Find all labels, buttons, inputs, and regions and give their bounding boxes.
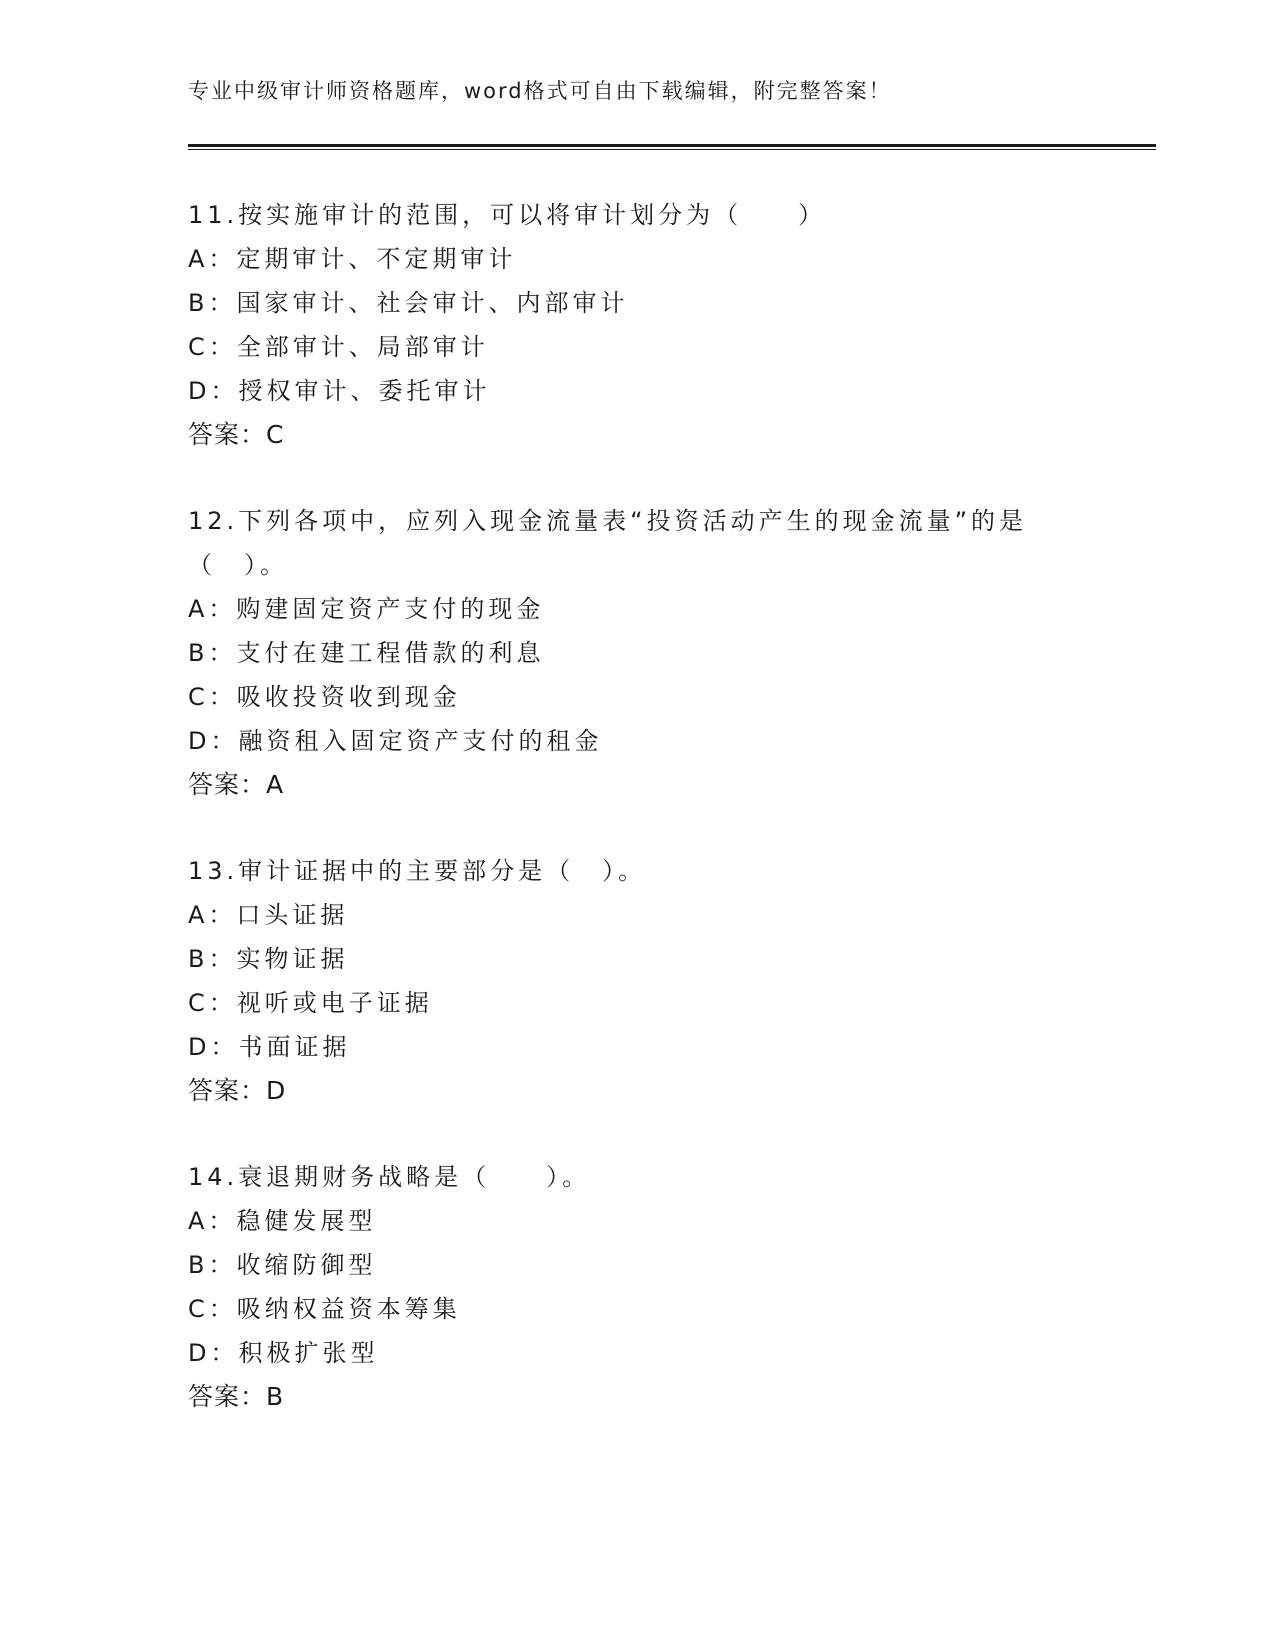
option-c: C：视听或电子证据 <box>188 989 433 1017</box>
option-d: D：授权审计、委托审计 <box>188 377 491 405</box>
option-a: A：定期审计、不定期审计 <box>188 245 517 273</box>
answer-line: 答案：A <box>188 770 285 799</box>
answer-line: 答案：B <box>188 1382 285 1411</box>
header-text: 专业中级审计师资格题库，word格式可自由下载编辑，附完整答案！ <box>188 79 892 103</box>
option-a: A：稳健发展型 <box>188 1207 377 1235</box>
option-c: C：吸纳权益资本筹集 <box>188 1295 461 1323</box>
option-a: A：口头证据 <box>188 901 349 929</box>
question-stem: 11.按实施审计的范围，可以将审计划分为（ ） <box>188 201 827 229</box>
option-a: A：购建固定资产支付的现金 <box>188 595 545 623</box>
option-c: C：全部审计、局部审计 <box>188 333 489 361</box>
option-d: D：书面证据 <box>188 1033 351 1061</box>
header-divider <box>188 144 1156 150</box>
option-b: B：实物证据 <box>188 945 349 973</box>
question-stem: 12.下列各项中，应列入现金流量表“投资活动产生的现金流量”的是 <box>188 507 1028 535</box>
answer-line: 答案：C <box>188 420 285 449</box>
answer-line: 答案：D <box>188 1076 287 1105</box>
question-stem-continued: （ ）。 <box>188 551 288 579</box>
option-b: B：支付在建工程借款的利息 <box>188 639 545 667</box>
question-stem: 13.审计证据中的主要部分是（ ）。 <box>188 857 647 885</box>
option-b: B：国家审计、社会审计、内部审计 <box>188 289 629 317</box>
option-d: D：积极扩张型 <box>188 1339 379 1367</box>
option-d: D：融资租入固定资产支付的租金 <box>188 727 603 755</box>
question-stem: 14.衰退期财务战略是（ ）。 <box>188 1163 591 1191</box>
option-c: C：吸收投资收到现金 <box>188 683 461 711</box>
option-b: B：收缩防御型 <box>188 1251 377 1279</box>
